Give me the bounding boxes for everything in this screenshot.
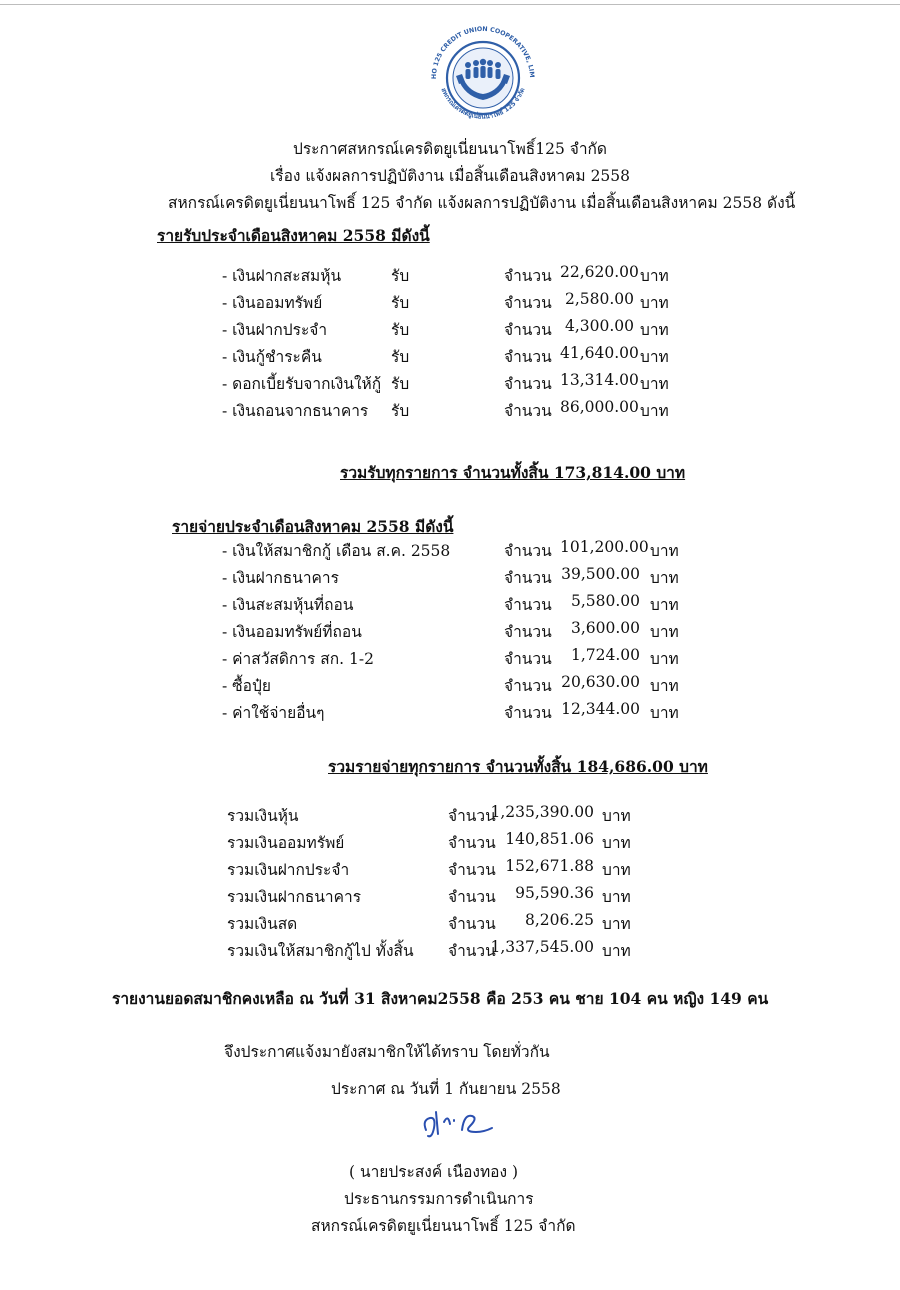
item-label: - เงินสะสมหุ้นที่ถอน: [222, 596, 354, 614]
item-word: จำนวน: [504, 623, 552, 641]
expense-total: รวมรายจ่ายทุกรายการ จำนวนทั้งสิ้น 184,686.00 บาท: [328, 757, 708, 776]
item-label: - ดอกเบี้ยรับจากเงินให้กู้: [222, 375, 382, 393]
list-item: [0, 592, 900, 616]
subject-line: เรื่อง แจ้งผลการปฏิบัติงาน เมื่อสิ้นเดือนสิงหาคม 2558: [269, 167, 631, 185]
item-word: จำนวน: [448, 834, 496, 852]
item-label: - เงินออมทรัพย์ที่ถอน: [222, 623, 362, 641]
item-word: จำนวน: [448, 915, 496, 933]
item-word: จำนวน: [504, 294, 552, 312]
expense-heading: รายจ่ายประจำเดือนสิงหาคม 2558 มีดังนี้: [172, 517, 454, 536]
list-item: [0, 263, 900, 287]
item-amount: 1,337,545.00: [490, 938, 594, 956]
signer-name: ( นายประสงค์ เนืองทอง ): [349, 1163, 519, 1181]
item-amount: 95,590.36: [515, 884, 594, 902]
item-unit: บาท: [650, 650, 679, 668]
item-unit: บาท: [602, 807, 631, 825]
item-label: รวมเงินออมทรัพย์: [227, 834, 345, 852]
logo-arc-text: HO 125 CREDIT UNION COOPERATIVE, LIM: [430, 25, 536, 80]
list-item: [0, 398, 900, 422]
item-word: จำนวน: [504, 677, 552, 695]
item-word: จำนวน: [504, 704, 552, 722]
list-item: [0, 803, 900, 827]
item-unit: บาท: [602, 888, 631, 906]
item-type: รับ: [391, 348, 410, 366]
item-unit: บาท: [640, 267, 669, 285]
list-item: [0, 317, 900, 341]
list-item: [0, 371, 900, 395]
item-type: รับ: [391, 294, 410, 312]
item-unit: บาท: [602, 861, 631, 879]
item-label: รวมเงินฝากธนาคาร: [227, 888, 362, 906]
item-type: รับ: [391, 375, 410, 393]
item-word: จำนวน: [504, 650, 552, 668]
item-amount: 22,620.00: [560, 263, 639, 281]
item-amount: 13,314.00: [560, 371, 639, 389]
notice-line: จึงประกาศแจ้งมายังสมาชิกให้ได้ทราบ โดยทั่วกัน: [224, 1043, 550, 1061]
item-amount: 140,851.06: [505, 830, 594, 848]
member-report: รายงานยอดสมาชิกคงเหลือ ณ วันที่ 31 สิงหาคม2558 คือ 253 คน ชาย 104 คน หญิง 149 คน: [112, 989, 769, 1008]
item-amount: 12,344.00: [561, 700, 640, 718]
item-label: รวมเงินหุ้น: [227, 807, 299, 825]
announcement-title: ประกาศสหกรณ์เครดิตยูเนี่ยนนาโพธิ์125 จำกัด: [292, 140, 607, 158]
item-label: รวมเงินสด: [227, 915, 298, 933]
item-unit: บาท: [650, 704, 679, 722]
item-amount: 1,235,390.00: [490, 803, 594, 821]
list-item: [0, 646, 900, 670]
item-unit: บาท: [650, 542, 679, 560]
item-label: - ค่าสวัสดิการ สก. 1-2: [222, 650, 374, 668]
list-item: [0, 673, 900, 697]
list-item: [0, 938, 900, 962]
item-word: จำนวน: [448, 942, 496, 960]
cooperative-logo: [418, 20, 548, 128]
item-amount: 5,580.00: [570, 592, 640, 610]
list-item: [0, 857, 900, 881]
item-word: จำนวน: [504, 375, 552, 393]
item-label: - เงินฝากประจำ: [222, 321, 328, 339]
item-amount: 152,671.88: [505, 857, 594, 875]
item-unit: บาท: [650, 596, 679, 614]
item-unit: บาท: [650, 677, 679, 695]
item-label: - เงินออมทรัพย์: [222, 294, 323, 312]
signer-organization: สหกรณ์เครดิตยูเนี่ยนนาโพธิ์ 125 จำกัด: [311, 1217, 576, 1235]
income-total: รวมรับทุกรายการ จำนวนทั้งสิ้น 173,814.00 บาท: [340, 463, 686, 482]
item-unit: บาท: [602, 834, 631, 852]
item-amount: 3,600.00: [570, 619, 640, 637]
item-unit: บาท: [640, 294, 669, 312]
item-label: - เงินถอนจากธนาคาร: [222, 402, 369, 420]
item-unit: บาท: [602, 915, 631, 933]
item-amount: 41,640.00: [560, 344, 639, 362]
item-word: จำนวน: [504, 596, 552, 614]
list-item: [0, 344, 900, 368]
list-item: [0, 290, 900, 314]
item-word: จำนวน: [448, 888, 496, 906]
item-word: จำนวน: [448, 807, 496, 825]
item-amount: 39,500.00: [561, 565, 640, 583]
item-amount: 86,000.00: [560, 398, 639, 416]
item-unit: บาท: [640, 375, 669, 393]
item-unit: บาท: [640, 321, 669, 339]
item-type: รับ: [391, 267, 410, 285]
item-word: จำนวน: [504, 402, 552, 420]
item-amount: 20,630.00: [561, 673, 640, 691]
item-unit: บาท: [640, 402, 669, 420]
page-top-edge: [0, 4, 900, 5]
list-item: [0, 700, 900, 724]
list-item: [0, 619, 900, 643]
item-amount: 2,580.00: [564, 290, 634, 308]
item-label: - ค่าใช้จ่ายอื่นๆ: [222, 704, 325, 722]
list-item: [0, 830, 900, 854]
item-word: จำนวน: [504, 542, 552, 560]
item-amount: 8,206.25: [524, 911, 594, 929]
item-unit: บาท: [650, 623, 679, 641]
list-item: [0, 538, 900, 562]
item-type: รับ: [391, 321, 410, 339]
item-label: - เงินกู้ชำระคืน: [222, 348, 322, 366]
signer-position: ประธานกรรมการดำเนินการ: [344, 1190, 534, 1208]
item-label: - เงินให้สมาชิกกู้ เดือน ส.ค. 2558: [222, 542, 451, 560]
logo-seal-icon: [418, 20, 548, 128]
list-item: [0, 911, 900, 935]
item-label: รวมเงินฝากประจำ: [227, 861, 350, 879]
list-item: [0, 565, 900, 589]
announcement-date: ประกาศ ณ วันที่ 1 กันยายน 2558: [331, 1080, 561, 1098]
item-unit: บาท: [602, 942, 631, 960]
item-label: - เงินฝากธนาคาร: [222, 569, 339, 587]
list-item: [0, 884, 900, 908]
item-amount: 4,300.00: [564, 317, 634, 335]
item-word: จำนวน: [504, 267, 552, 285]
income-heading: รายรับประจำเดือนสิงหาคม 2558 มีดังนี้: [157, 226, 430, 245]
item-label: - ซื้อปุ๋ย: [222, 677, 271, 695]
item-type: รับ: [391, 402, 410, 420]
item-label: รวมเงินให้สมาชิกกู้ไป ทั้งสิ้น: [227, 942, 414, 960]
item-unit: บาท: [640, 348, 669, 366]
item-amount: 1,724.00: [570, 646, 640, 664]
logo-thai-arc-text: สหกรณ์เครดิตยูเนี่ยนนาโพธิ์ 125 จำกัด: [439, 87, 527, 121]
item-word: จำนวน: [504, 348, 552, 366]
item-word: จำนวน: [504, 321, 552, 339]
item-label: - เงินฝากสะสมหุ้น: [222, 267, 342, 285]
item-amount: 101,200.00: [560, 538, 649, 556]
item-word: จำนวน: [504, 569, 552, 587]
item-unit: บาท: [650, 569, 679, 587]
intro-line: สหกรณ์เครดิตยูเนี่ยนนาโพธิ์ 125 จำกัด แจ้งผลการปฏิบัติงาน เมื่อสิ้นเดือนสิงหาคม 2558 ดังนี้: [168, 194, 796, 212]
item-word: จำนวน: [448, 861, 496, 879]
handwritten-signature: [418, 1100, 502, 1144]
